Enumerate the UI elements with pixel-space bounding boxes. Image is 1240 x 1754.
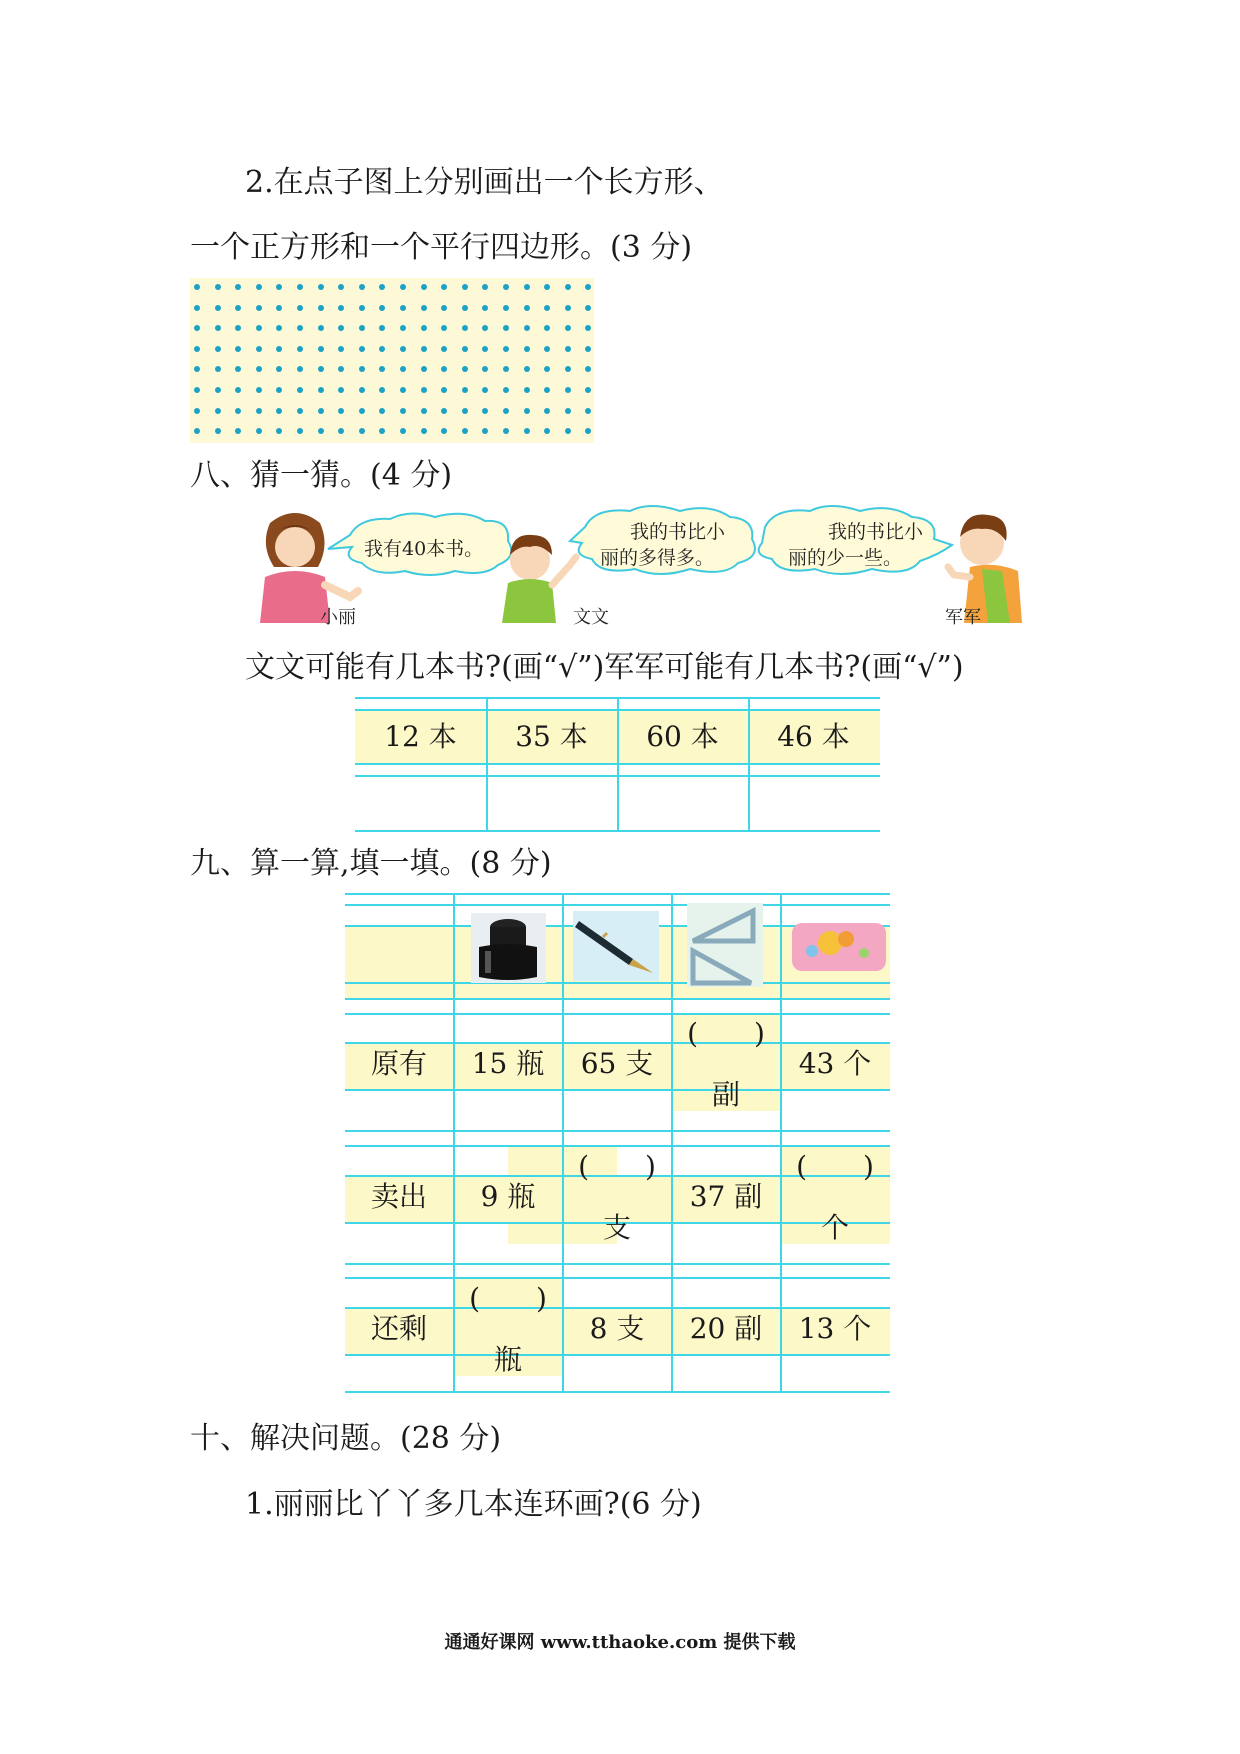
question-2-line-2: 一个正方形和一个平行四边形。(3 分) [190, 230, 693, 265]
grid-dot [338, 366, 344, 372]
grid-dot [544, 366, 550, 372]
option-12: 12 本 [384, 720, 457, 753]
grid-dot [400, 305, 406, 311]
section-10-title: 十、解决问题。(28 分) [190, 1421, 502, 1456]
grid-dot [235, 408, 241, 414]
sold-ink: 9 瓶 [480, 1180, 536, 1213]
grid-dot [400, 408, 406, 414]
grid-dot [276, 387, 282, 393]
section-8-title: 八、猜一猜。(4 分) [190, 458, 453, 493]
grid-dot [215, 387, 221, 393]
grid-dot [565, 387, 571, 393]
grid-dot [297, 305, 303, 311]
name-wenwen: 文文 [573, 607, 609, 628]
grid-dot [235, 387, 241, 393]
grid-dot [256, 284, 262, 290]
grid-dot [482, 346, 488, 352]
grid-dot [297, 408, 303, 414]
grid-dot [297, 387, 303, 393]
grid-dot [503, 366, 509, 372]
grid-dot [544, 305, 550, 311]
grid-dot [421, 284, 427, 290]
grid-dot [235, 325, 241, 331]
grid-dot [565, 325, 571, 331]
grid-dot [441, 305, 447, 311]
grid-dot [256, 408, 262, 414]
sold-square: 37 副 [689, 1180, 763, 1213]
grid-dot [482, 408, 488, 414]
grid-dot [235, 346, 241, 352]
grid-dot [503, 346, 509, 352]
wenwen-speech-line-1: 我的书比小 [630, 521, 726, 543]
grid-dot [276, 346, 282, 352]
grid-dot [503, 284, 509, 290]
grid-dot [318, 366, 324, 372]
grid-dot [462, 305, 468, 311]
row-label-original: 原有 [370, 1047, 427, 1080]
grid-dot [318, 346, 324, 352]
grid-dot [318, 408, 324, 414]
set-square-icon [687, 903, 763, 987]
answer-cell-12[interactable] [355, 777, 486, 830]
grid-dot [482, 366, 488, 372]
grid-dot [441, 346, 447, 352]
grid-dot [235, 284, 241, 290]
grid-dot [441, 387, 447, 393]
grid-dot [256, 366, 262, 372]
grid-dot [379, 387, 385, 393]
grid-dot [503, 428, 509, 434]
grid-dot [503, 408, 509, 414]
grid-dot [256, 428, 262, 434]
grid-dot [565, 346, 571, 352]
grid-dot [482, 387, 488, 393]
grid-dot [585, 346, 591, 352]
grid-dot [379, 325, 385, 331]
grid-dot [544, 387, 550, 393]
grid-dot [215, 408, 221, 414]
grid-dot [565, 284, 571, 290]
grid-dot [441, 408, 447, 414]
grid-dot [524, 428, 530, 434]
grid-dot [297, 346, 303, 352]
section-10-question-1: 1.丽丽比丫丫多几本连环画?(6 分) [245, 1487, 702, 1522]
grid-dot [194, 428, 200, 434]
grid-dot [482, 305, 488, 311]
answer-cell-60[interactable] [617, 777, 748, 830]
grid-dot [379, 366, 385, 372]
grid-dot [194, 346, 200, 352]
grid-dot [503, 305, 509, 311]
grid-dot [585, 284, 591, 290]
grid-dot [441, 366, 447, 372]
grid-dot [318, 428, 324, 434]
grid-dot [235, 305, 241, 311]
grid-dot [379, 346, 385, 352]
grid-dot [482, 325, 488, 331]
original-ink: 15 瓶 [471, 1047, 545, 1080]
grid-dot [359, 366, 365, 372]
fountain-pen-icon [573, 911, 659, 981]
grid-dot [400, 366, 406, 372]
grid-dot [318, 325, 324, 331]
grid-dot [421, 325, 427, 331]
grid-dot [421, 387, 427, 393]
grid-dot [215, 346, 221, 352]
left-pen: 8 支 [589, 1312, 645, 1345]
grid-dot [565, 366, 571, 372]
grid-dot [256, 305, 262, 311]
grid-dot [379, 305, 385, 311]
grid-dot [482, 428, 488, 434]
answer-cell-35[interactable] [486, 777, 617, 830]
grid-dot [482, 284, 488, 290]
grid-dot [379, 428, 385, 434]
grid-dot [379, 284, 385, 290]
original-case: 43 个 [798, 1047, 872, 1080]
sold-case-blank[interactable]: ( ) [796, 1150, 874, 1183]
grid-dot [524, 305, 530, 311]
grid-dot [359, 325, 365, 331]
grid-dot [256, 387, 262, 393]
grid-dot [462, 428, 468, 434]
grid-dot [194, 305, 200, 311]
grid-dot [276, 325, 282, 331]
grid-dot [318, 387, 324, 393]
grid-dot [338, 325, 344, 331]
grid-dot [194, 366, 200, 372]
grid-dot [524, 408, 530, 414]
grid-dot [462, 387, 468, 393]
grid-dot [524, 325, 530, 331]
grid-dot [235, 366, 241, 372]
boy-wenwen-icon [502, 535, 576, 623]
grid-dot [585, 387, 591, 393]
grid-dot [318, 284, 324, 290]
grid-dot [359, 387, 365, 393]
section-8-question: 文文可能有几本书?(画“√”)军军可能有几本书?(画“√”) [245, 650, 964, 685]
sold-case-unit: 个 [820, 1211, 849, 1244]
grid-dot [194, 387, 200, 393]
grid-dot [421, 428, 427, 434]
option-35: 35 本 [515, 720, 588, 753]
grid-dot [338, 346, 344, 352]
option-60: 60 本 [646, 720, 719, 753]
row-label-left: 还剩 [370, 1312, 427, 1345]
grid-dot [462, 325, 468, 331]
grid-dot [338, 387, 344, 393]
dot-grid[interactable] [190, 278, 594, 443]
calc-table [345, 893, 890, 1393]
grid-dot [400, 325, 406, 331]
grid-dot [441, 325, 447, 331]
grid-dot [297, 366, 303, 372]
grid-dot [585, 428, 591, 434]
grid-dot [194, 284, 200, 290]
grid-dot [359, 428, 365, 434]
grid-dot [585, 305, 591, 311]
grid-dot [462, 284, 468, 290]
grid-dot [215, 428, 221, 434]
grid-dot [194, 408, 200, 414]
grid-dot [462, 346, 468, 352]
sold-pen-unit: 支 [602, 1211, 631, 1244]
grid-dot [297, 428, 303, 434]
grid-dot [256, 325, 262, 331]
grid-dot [379, 408, 385, 414]
grid-dot [338, 305, 344, 311]
grid-dot [565, 428, 571, 434]
sold-pen-blank[interactable]: ( ) [578, 1150, 656, 1183]
name-xiaoli: 小丽 [320, 607, 356, 628]
left-ink-blank[interactable]: ( ) [469, 1282, 547, 1315]
grid-dot [503, 325, 509, 331]
junjun-speech [788, 520, 938, 571]
grid-dot [524, 284, 530, 290]
left-ink-unit: 瓶 [493, 1343, 522, 1376]
grid-dot [421, 408, 427, 414]
grid-dot [235, 428, 241, 434]
grid-dot [338, 428, 344, 434]
grid-dot [297, 284, 303, 290]
grid-dot [276, 305, 282, 311]
grid-dot [462, 408, 468, 414]
grid-dot [338, 408, 344, 414]
wenwen-speech-line-2: 丽的多得多。 [600, 546, 715, 569]
grid-dot [544, 284, 550, 290]
grid-dot [359, 305, 365, 311]
name-junjun: 军军 [945, 607, 981, 628]
grid-dot [194, 325, 200, 331]
ink-bottle-icon [471, 913, 546, 983]
grid-dot [544, 346, 550, 352]
grid-dot [215, 305, 221, 311]
footer-source: 通通好课网 www.tthaoke.com 提供下载 [444, 1632, 796, 1653]
section-9-title: 九、算一算,填一填。(8 分) [190, 846, 552, 881]
wenwen-speech [600, 520, 750, 571]
grid-dot [400, 428, 406, 434]
grid-dot [544, 428, 550, 434]
grid-dot [297, 325, 303, 331]
question-2-line-1: 2.在点子图上分别画出一个长方形、 [245, 165, 724, 200]
grid-dot [359, 284, 365, 290]
grid-dot [359, 346, 365, 352]
xiaoli-speech: 我有40本书。 [364, 538, 484, 560]
grid-dot [421, 305, 427, 311]
grid-dot [276, 408, 282, 414]
junjun-speech-line-1: 我的书比小 [828, 521, 924, 543]
grid-dot [400, 346, 406, 352]
options-table [355, 697, 880, 832]
grid-dot [400, 284, 406, 290]
grid-dot [565, 305, 571, 311]
grid-dot [318, 305, 324, 311]
answer-cell-46[interactable] [748, 777, 879, 830]
grid-dot [585, 408, 591, 414]
original-square-blank[interactable]: ( ) [687, 1017, 765, 1050]
grid-dot [524, 366, 530, 372]
option-46: 46 本 [777, 720, 850, 753]
grid-dot [544, 408, 550, 414]
grid-dot [338, 284, 344, 290]
pencil-case-icon [790, 917, 888, 977]
grid-dot [544, 325, 550, 331]
row-label-sold: 卖出 [370, 1180, 427, 1213]
grid-dot [441, 284, 447, 290]
grid-dot [400, 387, 406, 393]
grid-dot [585, 366, 591, 372]
grid-dot [441, 428, 447, 434]
grid-dot [503, 387, 509, 393]
grid-dot [565, 408, 571, 414]
grid-dot [215, 325, 221, 331]
grid-dot [462, 366, 468, 372]
grid-dot [276, 284, 282, 290]
original-square-unit: 副 [711, 1078, 740, 1111]
grid-dot [256, 346, 262, 352]
grid-dot [421, 366, 427, 372]
grid-dot [359, 408, 365, 414]
junjun-speech-line-2: 丽的少一些。 [788, 546, 903, 569]
grid-dot [524, 346, 530, 352]
grid-dot [585, 325, 591, 331]
grid-dot [276, 428, 282, 434]
left-case: 13 个 [798, 1312, 872, 1345]
grid-dot [421, 346, 427, 352]
left-square: 20 副 [689, 1312, 763, 1345]
grid-dot [215, 366, 221, 372]
grid-dot [524, 387, 530, 393]
original-pen: 65 支 [580, 1047, 654, 1080]
grid-dot [215, 284, 221, 290]
grid-dot [276, 366, 282, 372]
